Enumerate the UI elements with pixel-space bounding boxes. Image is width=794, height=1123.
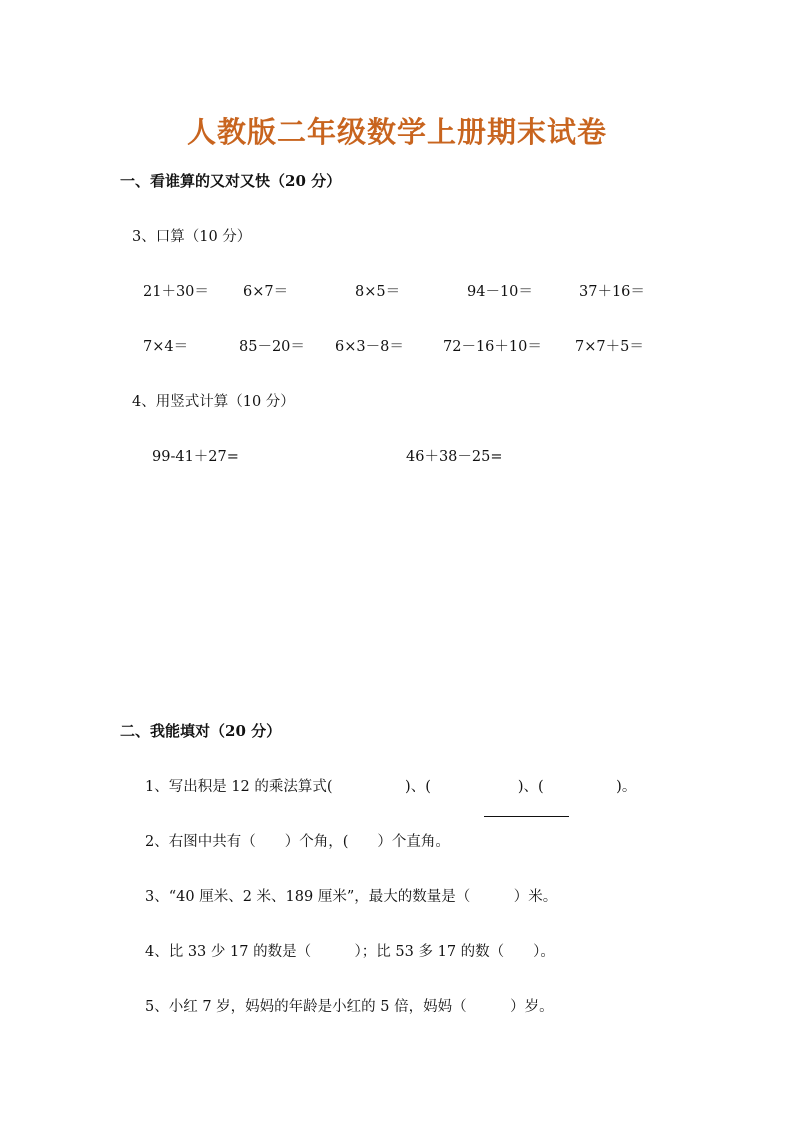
oral-calc-item: 7×7＋5＝ xyxy=(575,339,644,355)
oral-calc-item: 72－16＋10＝ xyxy=(443,339,542,355)
section-2-heading: 二、我能填对（20 分） xyxy=(120,722,282,740)
part-4-label: 4、用竖式计算（10 分） xyxy=(132,394,295,410)
vertical-calc-item: 46＋38－25= xyxy=(406,449,503,465)
oral-calc-item: 21＋30＝ xyxy=(143,284,209,300)
oral-calc-item: 7×4＝ xyxy=(143,339,189,355)
oral-calc-item: 6×3－8＝ xyxy=(335,339,404,355)
oral-calc-item: 8×5＝ xyxy=(355,284,401,300)
answer-underline xyxy=(484,816,569,817)
fill-question-2: 2、右图中共有（ ）个角，( ）个直角。 xyxy=(145,834,450,850)
oral-calc-item: 6×7＝ xyxy=(243,284,289,300)
fill-question-4: 4、比 33 少 17 的数是（ ）；比 53 多 17 的数（ ）。 xyxy=(145,944,555,960)
fill-question-3: 3、“40 厘米、2 米、189 厘米”，最大的数量是（ ）米。 xyxy=(145,889,558,905)
oral-calc-item: 37＋16＝ xyxy=(579,284,645,300)
section-1-heading: 一、看谁算的又对又快（20 分） xyxy=(120,172,342,190)
fill-question-1: 1、写出积是 12 的乘法算式( )、( )、( )。 xyxy=(145,779,637,795)
page-title: 人教版二年级数学上册期末试卷 xyxy=(186,115,607,149)
oral-calc-item: 85－20＝ xyxy=(239,339,305,355)
vertical-calc-item: 99-41＋27= xyxy=(152,449,239,465)
fill-question-5: 5、小红 7 岁，妈妈的年龄是小红的 5 倍，妈妈（ ）岁。 xyxy=(145,999,554,1015)
part-3-label: 3、口算（10 分） xyxy=(132,229,252,245)
oral-calc-item: 94－10＝ xyxy=(467,284,533,300)
